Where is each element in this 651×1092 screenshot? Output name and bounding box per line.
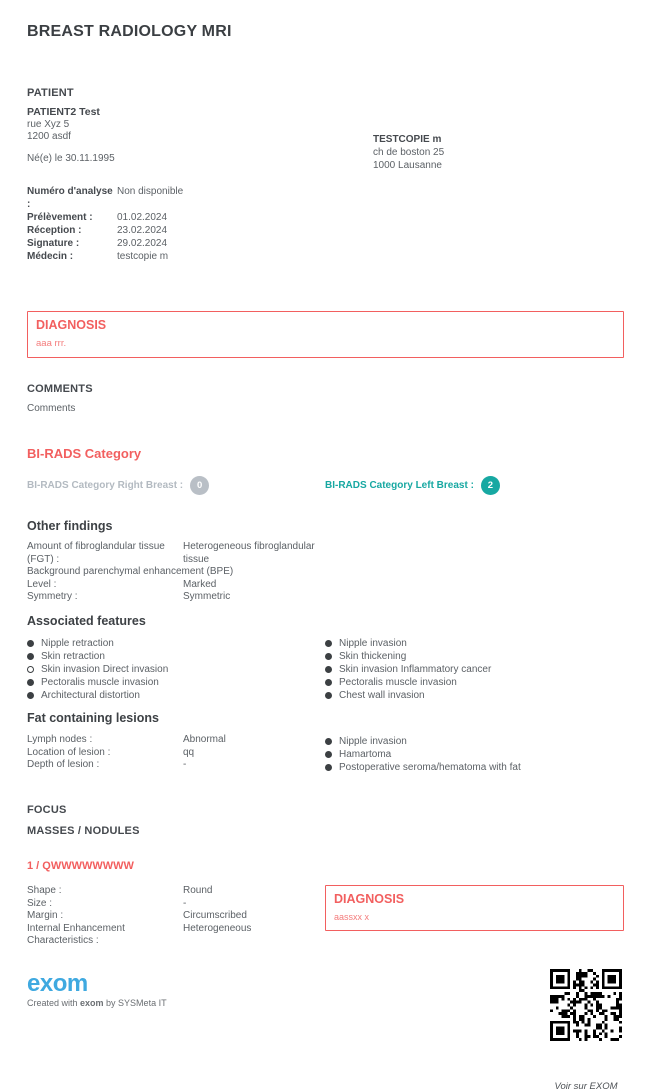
feature-item	[325, 663, 624, 676]
field-row	[27, 898, 325, 911]
bullet-icon	[27, 666, 34, 673]
analysis-label: Médecin :	[27, 251, 74, 262]
patient-heading: PATIENT	[27, 87, 74, 99]
field-label: Size :	[27, 897, 53, 909]
analysis-row	[27, 250, 624, 263]
bullet-icon	[325, 679, 332, 686]
feature-label: Skin retraction	[41, 650, 105, 662]
patient-info	[27, 106, 373, 172]
bullet-icon	[325, 738, 332, 745]
field-row	[27, 923, 325, 948]
birads-left-badge: 2	[481, 476, 500, 495]
field-label: Shape :	[27, 885, 62, 896]
patient-birthdate: Né(e) le 30.11.1995	[27, 153, 115, 164]
features-right-column	[325, 637, 624, 703]
field-label: Margin :	[27, 910, 64, 921]
birads-right-breast	[27, 476, 325, 495]
analysis-row	[27, 185, 624, 211]
comments-heading: COMMENTS	[27, 383, 93, 395]
feature-item	[325, 734, 624, 747]
patient-address-line2: 1200 asdf	[27, 131, 71, 142]
field-label: Location of lesion :	[27, 746, 111, 758]
qr-block	[548, 969, 624, 1092]
exom-logo: exom	[27, 969, 88, 997]
field-value: Circumscribed	[183, 910, 247, 921]
feature-item	[325, 637, 624, 650]
mass-diagnosis-text: aassxx x	[334, 912, 370, 922]
field-value: Round	[183, 885, 213, 896]
analysis-row	[27, 224, 624, 237]
field-row	[27, 910, 325, 923]
feature-item	[325, 676, 624, 689]
patient-address-line1: rue Xyz 5	[27, 119, 70, 130]
created-prefix: Created with	[27, 997, 81, 1008]
mass-item-title: 1 / QWWWWWWWW	[27, 860, 134, 872]
birads-section	[27, 446, 624, 495]
recipient-address-line2: 1000 Lausanne	[373, 160, 442, 171]
birads-heading: BI-RADS Category	[27, 446, 142, 461]
footer	[27, 969, 624, 1092]
feature-label: Skin thickening	[339, 650, 407, 662]
field-row	[27, 566, 624, 579]
analysis-details	[27, 185, 624, 263]
field-row	[27, 885, 325, 898]
feature-label: Skin invasion Inflammatory cancer	[339, 663, 492, 675]
mass-details	[27, 885, 624, 948]
bullet-icon	[27, 653, 34, 660]
feature-label: Pectoralis muscle invasion	[339, 677, 457, 689]
mass-fields	[27, 885, 325, 948]
feature-item	[27, 689, 325, 702]
diagnosis-title: DIAGNOSIS	[36, 318, 107, 332]
feature-label: Pectoralis muscle invasion	[41, 677, 159, 689]
field-row	[27, 747, 325, 760]
feature-label: Nipple invasion	[339, 735, 407, 747]
field-value: Heterogeneous	[183, 922, 252, 934]
created-suffix: by SYSMeta IT	[103, 997, 167, 1008]
mass-diagnosis-box	[325, 885, 624, 931]
analysis-label: Réception :	[27, 225, 82, 236]
field-value: qq	[183, 746, 195, 758]
page-title: BREAST RADIOLOGY MRI	[27, 23, 232, 40]
birads-right-badge: 0	[190, 476, 209, 495]
other-findings-rows	[27, 541, 624, 604]
other-findings-heading: Other findings	[27, 519, 113, 533]
diagnosis-box	[27, 311, 624, 358]
fat-lesions-section	[27, 711, 624, 774]
mass-diagnosis-title: DIAGNOSIS	[334, 892, 405, 906]
feature-label: Chest wall invasion	[339, 690, 425, 702]
feature-label: Architectural distortion	[41, 690, 140, 702]
field-row	[27, 541, 624, 566]
analysis-value: Non disponible	[117, 186, 184, 197]
field-value: Heterogeneous fibroglandular tissue	[183, 541, 315, 565]
patient-name: PATIENT2 Test	[27, 106, 100, 118]
feature-label: Nipple invasion	[339, 637, 407, 649]
analysis-row	[27, 237, 624, 250]
masses-heading: MASSES / NODULES	[27, 825, 140, 837]
fat-lesions-fields	[27, 734, 325, 774]
field-value: -	[183, 897, 187, 909]
field-row	[27, 759, 325, 772]
created-with-line	[27, 998, 167, 1008]
created-brand: exom	[80, 997, 104, 1008]
analysis-label: Prélèvement :	[27, 212, 93, 223]
bullet-icon	[27, 679, 34, 686]
bullet-icon	[325, 764, 332, 771]
qr-caption: Voir sur EXOM	[554, 1080, 618, 1092]
fat-lesions-items	[325, 734, 624, 774]
analysis-value: testcopie m	[117, 251, 169, 262]
birads-left-breast	[325, 476, 500, 495]
feature-item	[325, 748, 624, 761]
field-label: Lymph nodes :	[27, 734, 93, 746]
bullet-icon	[325, 640, 332, 647]
field-value: Symmetric	[183, 591, 231, 602]
recipient-info	[373, 133, 444, 172]
patient-section	[27, 87, 624, 263]
analysis-value: 29.02.2024	[117, 238, 168, 249]
bullet-icon	[325, 692, 332, 699]
feature-label: Postoperative seroma/hematoma with fat	[339, 761, 521, 773]
branding-block	[27, 969, 167, 1008]
field-row	[27, 591, 624, 604]
diagnosis-text: aaa rrr.	[36, 338, 67, 349]
field-value: Abnormal	[183, 734, 226, 746]
birads-left-label: BI-RADS Category Left Breast :	[325, 480, 474, 491]
feature-item	[27, 650, 325, 663]
field-value: Marked	[183, 578, 217, 590]
feature-label: Nipple retraction	[41, 637, 114, 649]
features-left-column	[27, 637, 325, 703]
associated-features-heading: Associated features	[27, 613, 146, 628]
field-label: Internal Enhancement Characteristics :	[27, 922, 125, 946]
feature-label: Skin invasion Direct invasion	[41, 663, 169, 675]
analysis-label: Signature :	[27, 238, 80, 249]
bullet-icon	[325, 666, 332, 673]
field-row	[27, 734, 325, 747]
comments-text: Comments	[27, 403, 76, 414]
recipient-address-line1: ch de boston 25	[373, 147, 445, 158]
field-row	[27, 579, 624, 592]
field-label: Symmetry :	[27, 591, 78, 602]
feature-item	[27, 676, 325, 689]
associated-features-section	[27, 614, 624, 703]
fat-lesions-heading: Fat containing lesions	[27, 711, 159, 726]
focus-heading: FOCUS	[27, 804, 67, 816]
analysis-label: Numéro d'analyse :	[27, 186, 113, 210]
analysis-value: 23.02.2024	[117, 225, 168, 236]
analysis-row	[27, 211, 624, 224]
bullet-icon	[27, 640, 34, 647]
feature-item	[325, 650, 624, 663]
qr-code-icon	[550, 969, 622, 1041]
analysis-value: 01.02.2024	[117, 212, 168, 223]
bullet-icon	[325, 751, 332, 758]
feature-item	[27, 663, 325, 676]
feature-item	[27, 637, 325, 650]
birads-right-label: BI-RADS Category Right Breast :	[27, 480, 184, 491]
other-findings-section	[27, 519, 624, 604]
field-label: Level :	[27, 578, 57, 590]
field-value: -	[183, 759, 187, 771]
recipient-name: TESTCOPIE m	[373, 134, 442, 145]
feature-item	[325, 689, 624, 702]
field-label: Depth of lesion :	[27, 759, 100, 771]
feature-label: Hamartoma	[339, 748, 392, 760]
field-label: Background parenchymal enhancement (BPE)	[27, 566, 234, 577]
field-label: Amount of fibroglandular tissue (FGT) :	[27, 541, 165, 565]
feature-item	[325, 761, 624, 774]
bullet-icon	[27, 692, 34, 699]
comments-section	[27, 383, 624, 414]
bullet-icon	[325, 653, 332, 660]
